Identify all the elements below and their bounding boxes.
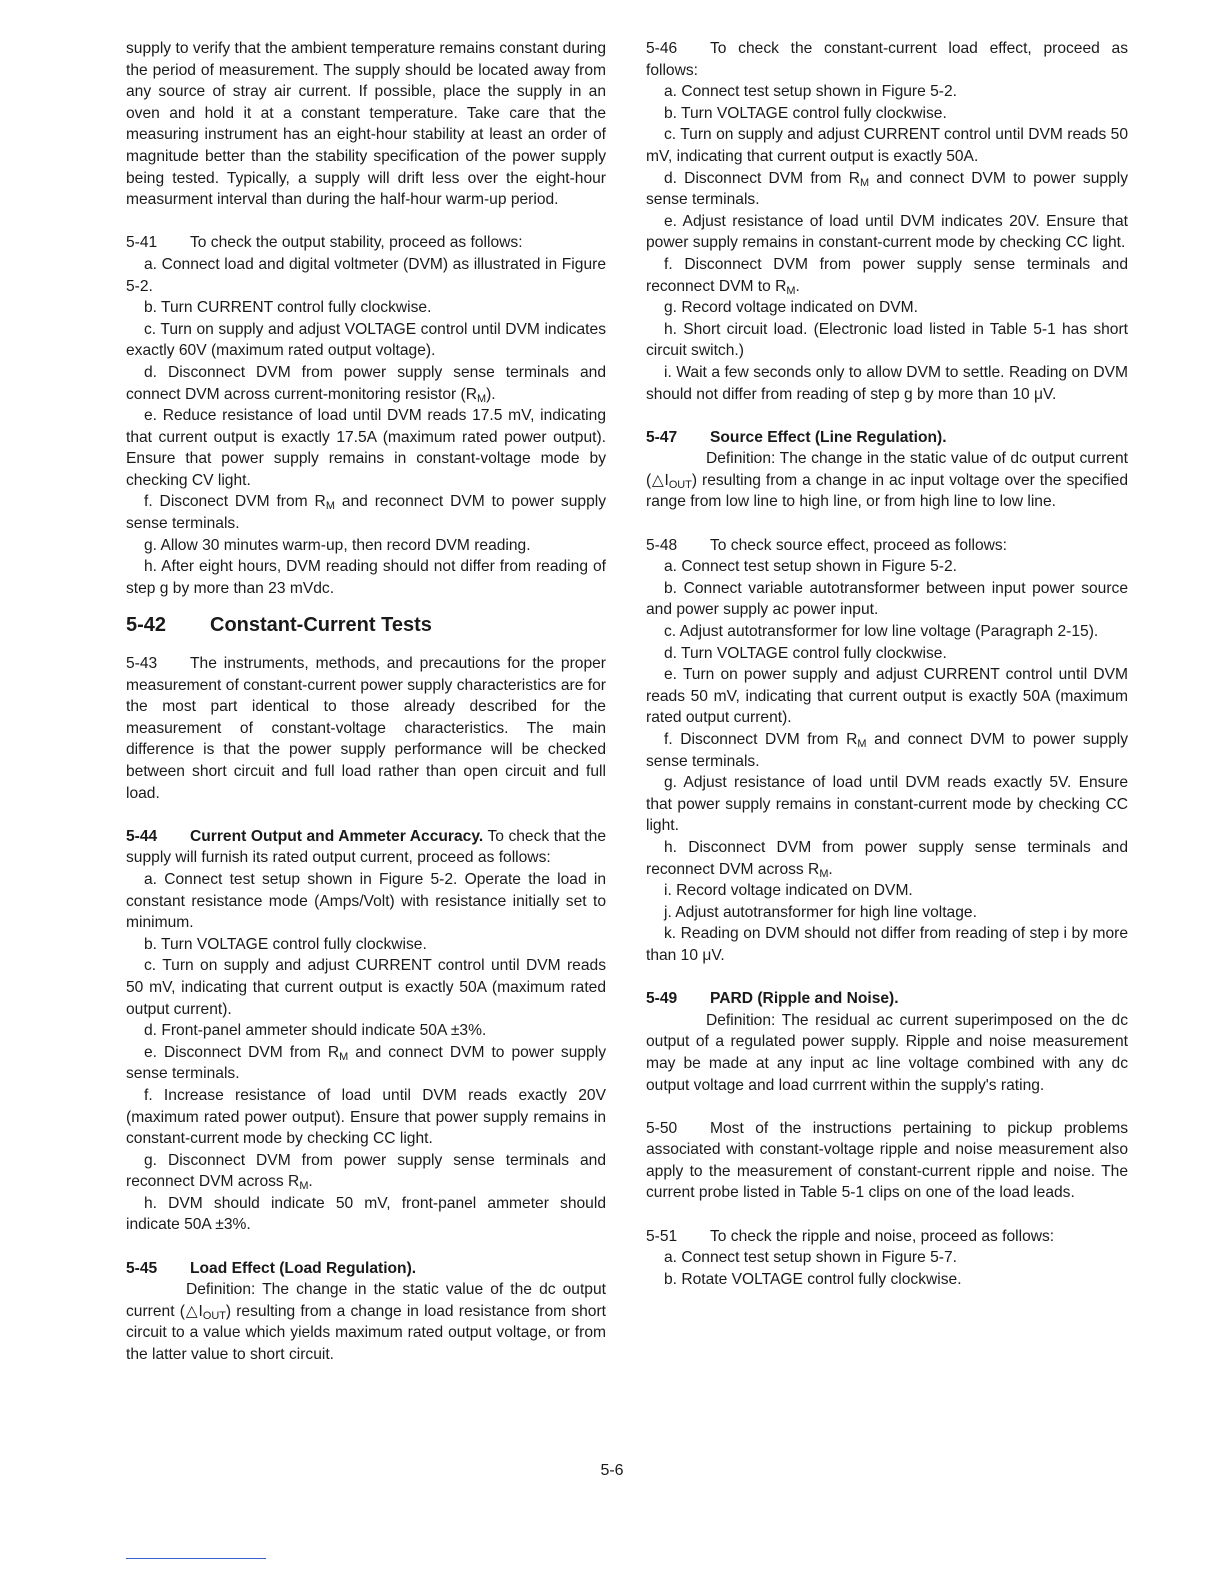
step-a: a. Connect load and digital voltmeter (DVM) as illustrated in Figure 5-2.	[126, 255, 606, 295]
step-b: b. Rotate VOLTAGE control fully clockwise.	[664, 1270, 962, 1288]
step-f: f. Disconect DVM from $R_M$ and reconnect DVM to power supply sense terminals.	[126, 493, 607, 533]
step-g: g. Record voltage indicated on DVM.	[664, 299, 918, 317]
step-a: a. Connect test setup shown in Figure 5-7.	[664, 1249, 957, 1267]
page-number: 5-6	[600, 1462, 624, 1479]
section-number: 5-42	[126, 614, 167, 637]
step-f: f. Disconnect DVM from power supply sense terminals and reconnect DVM to $R_M$.	[646, 255, 1128, 297]
step-h: h. Short circuit load. (Electronic load listed in Table 5-1 has short circuit switch.)	[646, 320, 1128, 360]
step-b: b. Turn CURRENT control fully clockwise.	[144, 299, 432, 317]
step-b: b. Turn VOLTAGE control fully clockwise.	[144, 935, 427, 953]
step-d: d. Front-panel ammeter should indicate 50A ±3%.	[144, 1022, 487, 1040]
step-h: h. After eight hours, DVM reading should not differ from reading of step g by more than 23 mVdc.	[126, 558, 606, 597]
step-h: h. DVM should indicate 50 mV, front-panel ammeter should indicate 50A ±3%.	[126, 1194, 606, 1234]
paragraph-5-46: 5-46 To check the constant-current load effect, proceed as follows:	[646, 40, 1128, 79]
paragraph-5-45-heading: 5-45 Load Effect (Load Regulation).	[126, 1259, 417, 1277]
step-e: e. Disconnect DVM from $R_M$ and connect DVM to power supply sense terminals.	[126, 1043, 606, 1083]
step-d: d. Disconnect DVM from power supply sense terminals and connect DVM across current-monitoring resistor $(R_M)$.	[126, 363, 606, 405]
step-e: e. Reduce resistance of load until DVM reads 17.5 mV, indicating that current output is exactly 17.5A (maximum rated power output). Ensure that power supply remains in constant-voltage mode by checking CV light.	[126, 407, 606, 489]
step-c: c. Adjust autotransformer for low line voltage (Paragraph 2-15).	[664, 623, 1099, 641]
paragraph-5-50: 5-50 Most of the instructions pertaining to pickup problems associated with constant-voltage ripple and noise measurement also apply to the measurement of constant-current ripple and noise. The current probe listed in Table 5-1 clips on one of the load leads.	[646, 1119, 1128, 1202]
step-h: h. Disconnect DVM from power supply sense terminals and reconnect DVM across $R_M$.	[646, 838, 1128, 880]
definition-5-45: Definition: The change in the static value of the dc output current $(\triangle I_{OUT})$ resulting from a change in load resistance from short circuit to a value which yields maximum rated output voltage, or from the latter value to short circuit.	[126, 1281, 606, 1364]
step-c: c. Turn on supply and adjust VOLTAGE control until DVM indicates exactly 60V (maximum rated output voltage).	[126, 320, 606, 360]
right-column	[646, 38, 1128, 1290]
paragraph-5-49-heading: 5-49 PARD (Ripple and Noise).	[646, 990, 899, 1008]
left-column	[126, 38, 606, 1366]
paragraph-5-44: 5-44 Current Output and Ammeter Accuracy. To check that the supply will furnish its rated output current, proceed as follows:	[126, 827, 606, 867]
step-f: f. Disconnect DVM from $R_M$ and connect DVM to power supply sense terminals.	[646, 731, 1128, 770]
step-i: i. Wait a few seconds only to allow DVM to settle. Reading on DVM should not differ from reading of step g by more than 10 μV.	[646, 363, 1128, 403]
step-c: c. Turn on supply and adjust CURRENT control until DVM reads 50 mV, indicating that current output is exactly 50A (maximum rated output current).	[126, 957, 606, 1018]
step-a: a. Connect test setup shown in Figure 5-2. Operate the load in constant resistance mode (Amps/Volt) with resistance initially set to minimum.	[126, 870, 606, 932]
step-i: i. Record voltage indicated on DVM.	[664, 882, 913, 900]
step-b: b. Turn VOLTAGE control fully clockwise.	[664, 104, 947, 122]
step-d: d. Turn VOLTAGE control fully clockwise.	[664, 644, 947, 662]
step-k: k. Reading on DVM should not differ from reading of step i by more than 10 μV.	[646, 925, 1128, 964]
step-a: a. Connect test setup shown in Figure 5-2.	[664, 83, 957, 101]
paragraph-5-51: 5-51 To check the ripple and noise, proceed as follows:	[646, 1227, 1055, 1245]
step-b: b. Connect variable autotransformer between input power source and power supply ac power input.	[646, 579, 1128, 619]
definition-5-49: Definition: The residual ac current superimposed on the dc output of a regulated power supply. Ripple and noise measurement may be made at any input ac line voltage combined with any dc output voltage and load currrent within the supply's rating.	[646, 1011, 1128, 1094]
paragraph-5-47-heading: 5-47 Source Effect (Line Regulation).	[646, 428, 947, 446]
step-e: e. Adjust resistance of load until DVM indicates 20V. Ensure that power supply remains in constant-current mode by checking CC light.	[646, 212, 1128, 252]
paragraph-5-41: 5-41 To check the output stability, proceed as follows:	[126, 234, 523, 252]
step-c: c. Turn on supply and adjust CURRENT control until DVM reads 50 mV, indicating that current output is exactly 50A.	[646, 126, 1128, 165]
step-g: g. Adjust resistance of load until DVM reads exactly 5V. Ensure that power supply remains in constant-current mode by checking CC light.	[646, 774, 1128, 835]
step-j: j. Adjust autotransformer for high line voltage.	[664, 903, 977, 921]
step-f: f. Increase resistance of load until DVM reads exactly 20V (maximum rated power output). Ensure that power supply remains in constant-current mode by checking CC light.	[126, 1086, 606, 1148]
section-heading	[126, 615, 606, 637]
step-d: d. Disconnect DVM from $R_M$ and connect DVM to power supply sense terminals.	[646, 169, 1128, 209]
paragraph-5-48: 5-48 To check source effect, proceed as follows:	[646, 536, 1008, 554]
step-e: e. Turn on power supply and adjust CURRENT control until DVM reads 50 mV, indicating that current output is exactly 50A (maximum rated output current).	[646, 666, 1128, 727]
section-title: Constant-Current Tests	[210, 614, 432, 637]
paragraph-5-43: 5-43 The instruments, methods, and precautions for the proper measurement of constant-current power supply characteristics are for the most part identical to those already described for the measurement of constant-voltage characteristics. The main difference is that the power supply performance will be checked between short circuit and full load rather than open circuit and full load.	[126, 655, 606, 802]
definition-5-47: Definition: The change in the static value of dc output current $(\triangle I_{OUT})$ resulting from a change in ac input voltage over the specified range from low line to high line, or from high line to low line.	[646, 450, 1128, 511]
intro-paragraph: supply to verify that the ambient temperature remains constant during the period of measurement. The supply should be located away from any source of stray air current. If possible, place the supply in an oven and hold it at a constant temperature. Take care that the measuring instrument has an eight-hour stability at least an order of magnitude better than the stability specification of the power supply being tested. Typically, a supply will drift less over the eight-hour measurment interval than during the half-hour warm-up period.	[126, 40, 606, 209]
step-g: g. Allow 30 minutes warm-up, then record DVM reading.	[144, 536, 531, 554]
step-g: g. Disconnect DVM from power supply sense terminals and reconnect DVM across $R_M$.	[126, 1151, 606, 1193]
step-a: a. Connect test setup shown in Figure 5-2.	[664, 558, 957, 576]
footer-divider	[126, 1558, 266, 1559]
